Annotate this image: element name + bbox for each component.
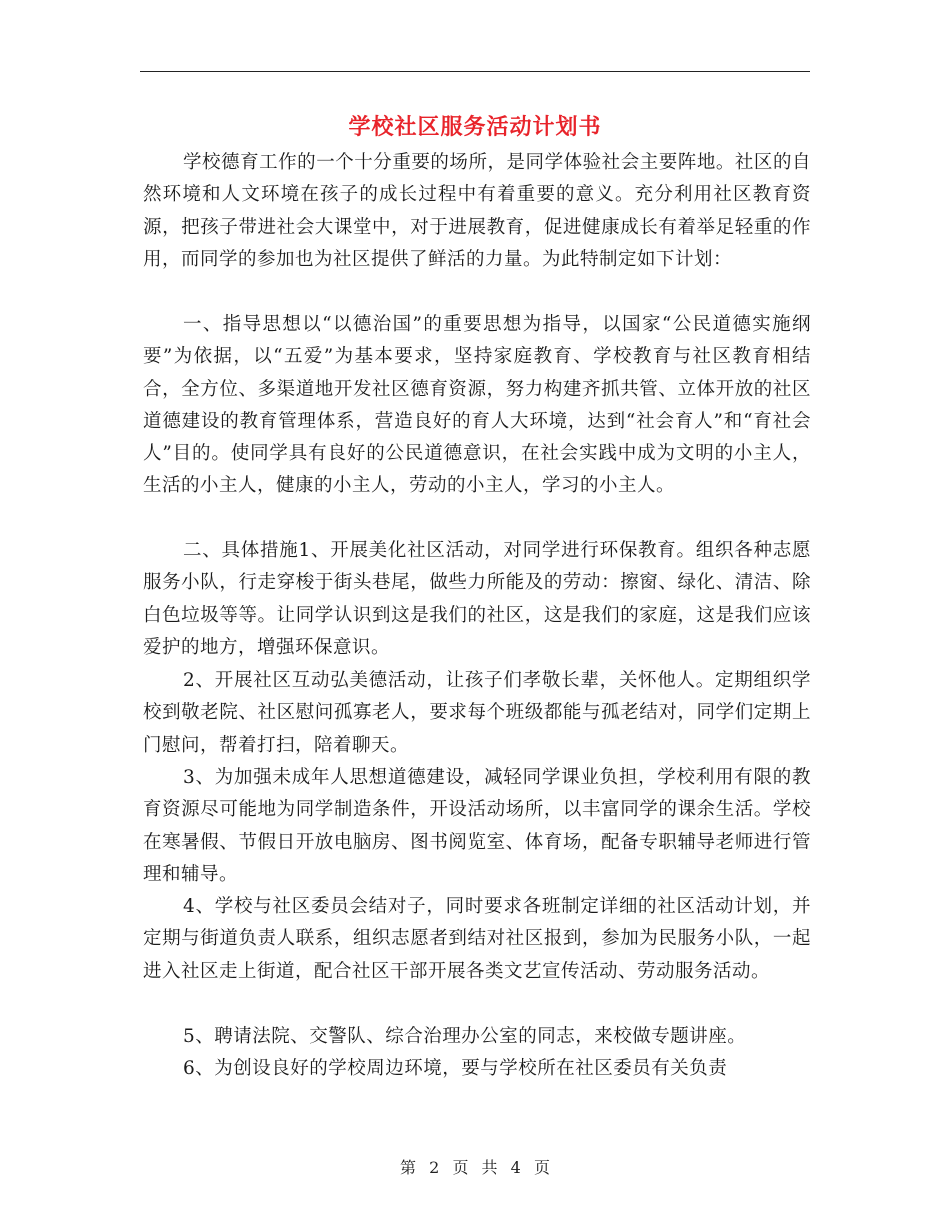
paragraph-measure-5: 5、聘请法院、交警队、综合治理办公室的同志，来校做专题讲座。	[183, 1026, 747, 1047]
footer-total-word: 共	[481, 1158, 498, 1177]
paragraph-measure-6: 6、为创设良好的学校周边环境，要与学校所在社区委员有关负责	[183, 1058, 728, 1079]
paragraph-measure-4: 4、学校与社区委员会结对子，同时要求各班制定详细的社区活动计划，并定期与街道负责人联系，组织志愿者到结对社区报到，参加为民服务小队，一起进入社区走上街道，配合社区干部开展各类文艺宣传活动、劳动服务活动。	[143, 896, 811, 982]
footer-prefix: 第	[400, 1158, 417, 1177]
footer-page-word: 页	[452, 1158, 469, 1177]
page-footer	[0, 1155, 950, 1178]
paragraph-measure-1: 二、具体措施1、开展美化社区活动，对同学进行环保教育。组织各种志愿服务小队，行走穿梭于街头巷尾，做些力所能及的劳动：擦窗、绿化、清洁、除白色垃圾等等。让同学认识到这是我们的社区，这是我们的家庭，这是我们应该爱护的地方，增强环保意识。	[143, 540, 811, 658]
header-rule	[140, 71, 810, 72]
footer-suffix: 页	[533, 1158, 550, 1177]
paragraph-measure-3: 3、为加强未成年人思想道德建设，减轻同学课业负担，学校利用有限的教育资源尽可能地为同学制造条件，开设活动场所，以丰富同学的课余生活。学校在寒暑假、节假日开放电脑房、图书阅览室、体育场，配备专职辅导老师进行管理和辅导。	[143, 767, 811, 885]
paragraph-guiding-thought: 一、指导思想以“以德治国”的重要思想为指导，以国家“公民道德实施纲要”为依据，以“五爱”为基本要求，坚持家庭教育、学校教育与社区教育相结合，全方位、多渠道地开发社区德育资源，努力构建齐抓共管、立体开放的社区道德建设的教育管理体系，营造良好的育人大环境，达到“社会育人”和“育社会人”目的。使同学具有良好的公民道德意识，在社会实践中成为文明的小主人，生活的小主人，健康的小主人，劳动的小主人，学习的小主人。	[143, 314, 811, 497]
paragraph-measure-2: 2、开展社区互动弘美德活动，让孩子们孝敬长辈，关怀他人。定期组织学校到敬老院、社区慰问孤寡老人，要求每个班级都能与孤老结对，同学们定期上门慰问，帮着打扫，陪着聊天。	[143, 670, 811, 756]
current-page-number: 2	[429, 1158, 440, 1177]
paragraph-intro: 学校德育工作的一个十分重要的场所，是同学体验社会主要阵地。社区的自然环境和人文环境在孩子的成长过程中有着重要的意义。充分利用社区教育资源，把孩子带进社会大课堂中，对于进展教育，促进健康成长有着举足轻重的作用，而同学的参加也为社区提供了鲜活的力量。为此特制定如下计划：	[143, 152, 811, 270]
document-title: 学校社区服务活动计划书	[348, 114, 602, 140]
total-page-count: 4	[510, 1158, 521, 1177]
